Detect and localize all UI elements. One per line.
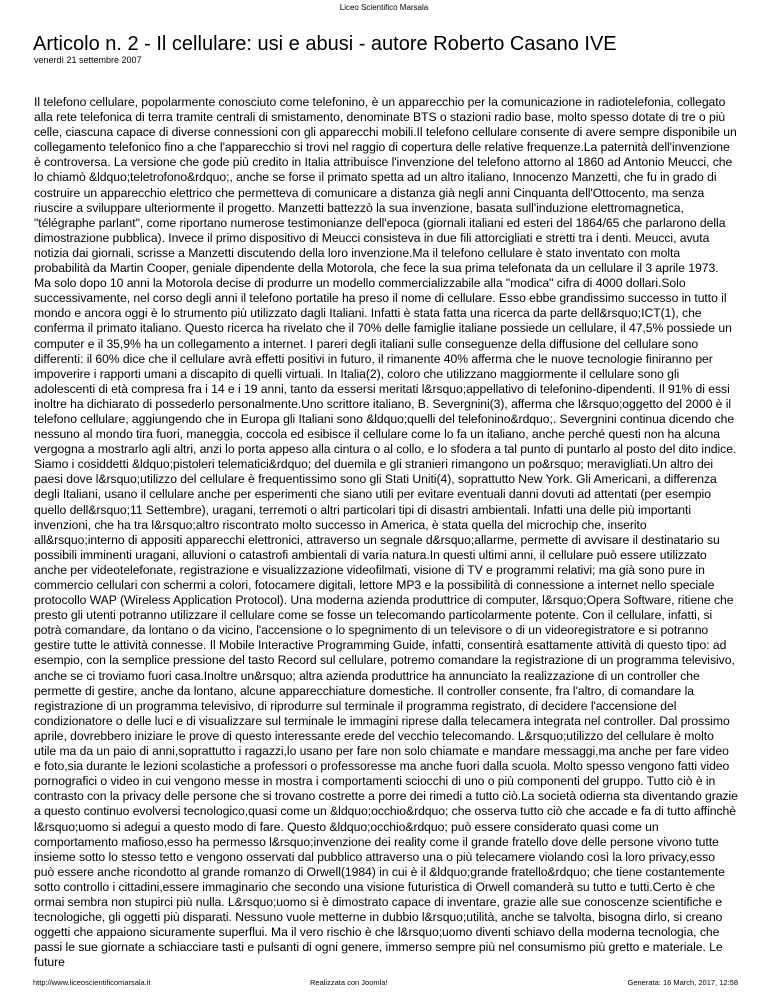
footer-url-link[interactable]: http://www.liceoscientificomarsala.it bbox=[33, 978, 151, 987]
footer-powered-by: Realizzata con Joomla! bbox=[310, 978, 388, 987]
article-paragraph: Il telefono cellulare, popolarmente conosciuto come telefonino, è un apparecchio per la comunicazione in radiotelefonia, collegato alla rete telefonica di terra tramite centrali di smistamento, denominate BTS o stazioni radio base, molto spesso dotate di tre o più celle, ciascuna capace di diverse connessioni con gli apparecchi mobili.Il telefono cellulare consente di avere sempre disponibile un collegamento telefonico fino a che l'apparecchio si trovi nel raggio di copertura delle relative frequenze.La paternità dell'invenzione è controversa. La versione che gode più credito in Italia attribuisce l'invenzione del telefono attorno al 1860 ad Antonio Meucci, che lo chiamò &ldquo;teletrofono&rdquo;, anche se forse il primato spetta ad un altro italiano, Innocenzo Manzetti, che fu in grado di costruire un apparecchio elettrico che permetteva di comunicare a distanza già negli anni Cinquanta dell'Ottocento, ma senza riuscire a sviluppare ulteriormente il progetto. Manzetti battezzò la sua invenzione, basata sull'induzione elettromagnetica, "télégraphe parlant", come riportano numerose testimonianze dell'epoca (giornali italiani ed esteri del 1864/65 che parlarono della dimostrazione pubblica). Invece il primo dispositivo di Meucci consisteva in due fili attorcigliati e stretti tra i denti. Meucci, avuta notizia dai giornali, scrisse a Manzetti discutendo della loro invenzione.Ma il telefono cellulare è stato inventato con molta probabilità da Martin Cooper, geniale dipendente della Motorola, che fece la sua prima telefonata da un cellulare il 3 aprile 1973. Ma solo dopo 10 anni la Motorola decise di produrre un modello commercializzabile alla "modica" cifra di 4000 dollari.Solo successivamente, nel corso degli anni il telefono portatile ha preso il nome di cellulare. Esso ebbe grandissimo successo in tutto il mondo e ancora oggi è lo strumento più utilizzato dagli Italiani. Infatti è stata fatta una ricerca da parte dell&rsquo;ICT(1), che conferma il primato italiano. Questo ricerca ha rivelato che il 70% delle famiglie italiane possiede un cellulare, il 47,5% possiede un computer e il 35,9% ha un collegamento a internet. I pareri degli italiani sulle conseguenze della diffusione del cellulare sono differenti: il 60% dice che il cellulare avrà effetti positivi in futuro, il rimanente 40% afferma che le nuove tecnologie finiranno per impoverire i rapporti umani a discapito di quelli virtuali. In Italia(2), coloro che utilizzano maggiormente il cellulare sono gli adolescenti di età compresa fra i 14 e i 19 anni, tanto da essersi meritati l&rsquo;appellativo di telefonino-dipendenti. Il 91% di essi inoltre ha dichiarato di possederlo personalmente.Uno scrittore italiano, B. Severgnini(3), afferma che l&rsquo;oggetto del 2000 è il telefono cellulare, aggiungendo che in Europa gli Italiani sono &ldquo;quelli del telefonino&rdquo;. Severgnini continua dicendo che nessuno al mondo tira fuori, maneggia, coccola ed esibisce il cellulare come lo fa un italiano, anche perché questi non ha alcuna vergogna a mostrarlo agli altri, anzi lo porta appeso alla cintura o al collo, e lo sfodera a tal punto di puntarlo al posto del dito indice. Siamo i cosiddetti &ldquo;pistoleri telematici&rdquo; del duemila e gli stranieri rimangono un po&rsquo; meravigliati.Un altro dei paesi dove l&rsquo;utilizzo del cellulare è frequentissimo sono gli Stati Uniti(4), soprattutto New York. Gli Americani, a differenza degli Italiani, usano il cellulare anche per esperimenti che siano utili per evitare eventuali danni dovuti ad attentati (per esempio quello dell&rsquo;11 Settembre), uragani, terremoti o altri particolari tipi di disastri ambientali. Infatti una delle più importanti invenzioni, che ha tra l&rsquo;altro riscontrato molto successo in America, è stata quella del microchip che, inserito all&rsquo;interno di appositi apparecchi elettronici, attraverso un segnale d&rsquo;allarme, permette di avvisare il destinatario su possibili imminenti uragani, alluvioni o catastrofi ambientali di varia natura.In questi ultimi anni, il cellulare può essere utilizzato anche per videotelefonate, registrazione e visualizzazione videofilmati, visione di TV e programmi relativi; ma già sono pure in commercio cellulari con schermi a colori, fotocamere digitali, lettore MP3 e la possibilità di connessione a internet nello speciale protocollo WAP (Wireless Application Protocol). Una moderna azienda produttrice di computer, l&rsquo;Opera Software, ritiene che presto gli utenti potranno utilizzare il cellulare come se fosse un telecomando particolarmente potente. Con il cellulare, infatti, si potrà comandare, da lontano o da vicino, l'accensione o lo spegnimento di un televisore o di un videoregistratore e si potranno gestire tutte le attività connesse. Il Mobile Interactive Programming Guide, infatti, consentirà esattamente attività di questo tipo: ad esempio, con la semplice pressione del tasto Record sul cellulare, potremo comandare la registrazione di un programma televisivo, anche se ci troviamo fuori casa.Inoltre un&rsquo; altra azienda produttrice ha annunciato la realizzazione di un controller che permette di gestire, anche da lontano, alcune apparecchiature domestiche. Il controller consente, fra l'altro, di comandare la registrazione di un programma televisivo, di riprodurre sul terminale il programma registrato, di decidere l'accensione del condizionatore o delle luci e di visualizzare sul terminale le immagini riprese dalla telecamera integrata nel controller. Dal prossimo aprile, dovrebbero iniziare le prove di questo interessante erede del vecchio telecomando. L&rsquo;utilizzo del cellulare è molto utile ma da un paio di anni,soprattutto i ragazzi,lo usano per fare non solo chiamate e mandare messaggi,ma anche per fare video e foto,sia durante le lezioni scolastiche a professori o professoresse ma anche fuori dalla scuola. Molto spesso vengono fatti video pornografici o video in cui vengono messe in mostra i comportamenti sciocchi di uno o più componenti del gruppo. Tutto ciò è in contrasto con la privacy delle persone che si trovano costrette a porre dei rimedi a tutto ciò.La società odierna sta diventando grazie a questo continuo evolversi tecnologico,quasi come un &ldquo;occhio&rdquo; che osserva tutto ciò che accade e fa di tutto affinchè l&rsquo;uomo si adegui a questo modo di fare. Questo &ldquo;occhio&rdquo; può essere considerato quasi come un comportamento mafioso,esso ha permesso l&rsquo;invenzione dei reality come il grande fratello dove delle persone vivono tutte insieme sotto lo stesso tetto e vengono osservati dal pubblico attraverso una o più telecamere violando così la loro privacy,esso può essere anche ricondotto al grande romanzo di Orwell(1984) in cui è il &ldquo;grande fratello&rdquo; che tiene costantemente sotto controllo i cittadini,essere immaginario che secondo una visione futuristica di Orwell comanderà su tutto e tutti.Certo è che ormai sembra non stupirci più nulla. L&rsquo;uomo si è dimostrato capace di inventare, grazie alle sue conoscenze scientifiche e tecnologiche, gli oggetti più disparati. Nessuno vuole metterne in dubbio l&rsquo;utilità, anche se talvolta, bisogna dirlo, si creano oggetti che appaiono sicuramente superflui. Ma il vero rischio è che l&rsquo;uomo diventi schiavo della moderna tecnologia, che passi le sue giornate a schiacciare tasti e pulsanti di ogni genere, immerso sempre più nel consumismo più gretto e materiale. Le future bbox=[34, 95, 738, 970]
site-header: Liceo Scientifico Marsala bbox=[339, 3, 429, 12]
article-body bbox=[34, 95, 738, 970]
article-date: venerdì 21 settembre 2007 bbox=[34, 55, 142, 65]
footer-generated-date: Generata: 16 March, 2017, 12:58 bbox=[627, 978, 738, 987]
article-title: Articolo n. 2 - Il cellulare: usi e abusi - autore Roberto Casano IVE bbox=[33, 33, 617, 55]
